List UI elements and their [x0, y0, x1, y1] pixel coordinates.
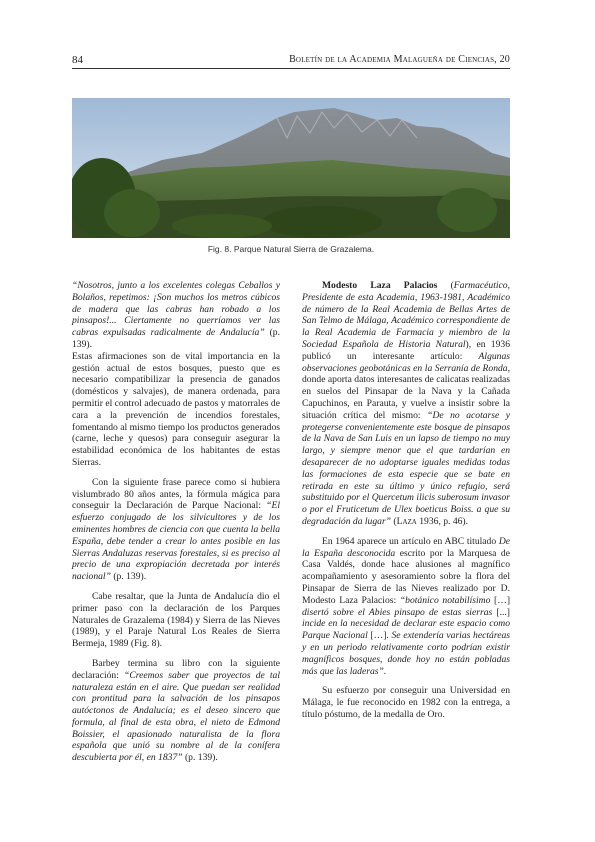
- paragraph: Barbey termina su libro con la siguiente declaración: “Creemos saber que proyectos de tal naturaleza están en el aire. Que puedan ser realidad con prontitud para la salvación de los pinsapos autóctonos de Andalucía; es el deseo sincero que formula, al final de esta obra, el nieto de Edmond Boissier, el apasionado naturalista de la flora española que unió su nombre al de la conífera descubierta por él, en 1837” (p. 139).: [72, 657, 280, 764]
- paragraph: Modesto Laza Palacios (Farmacéutico, Presidente de esta Academia, 1963-1981, Académico de número de la Real Academia de Bellas Artes de San Telmo de Málaga, Académico correspondiente de la Real Academia de Farmacia y miembro de la Sociedad Española de Historia Natural), en 1936 publicó un interesante artículo: Algunas observaciones geobotánicas en la Serranía de Ronda, donde aporta datos interesantes de calicatas realizadas en suelos del Pinsapar de la Nava y la Cañada Capuchinos, en Parauta, y vuelve a insistir sobre la situación crítica del mismo: “De no acotarse y protegerse convenientemente este bosque de pinsapos de la Nava de San Luis en un lapso de tiempo no muy largo, y siempre menor que el que tardarían en desaparecer de no adoptarse iguales medidas todas las formaciones de esta especie que se bate en retirada en este su último y único refugio, será substituido por el Quercetum ilicis suberosum invasor o por el Fruticetum de Ulex boeticus Boiss. a que su degradación da lugar” (Laza 1936, p. 46).: [302, 280, 511, 527]
- journal-title: Boletín de la Academia Malagueña de Ciencias, 20: [289, 54, 510, 65]
- paragraph: En 1964 aparece un artículo en ABC titulado De la España desconocida escrito por la Marquesa de Casa Valdés, donde hace alusiones al magnífico acompañamiento y asesoramiento sobre la flora del Pinsapar de Sierra de las Nieves realizado por D. Modesto Laza Palacios: “botánico notabilísimo […] disertó sobre el Abies pinsapo de estas sierras [...] incide en la necesidad de declarar este espacio como Parque Nacional […]. Se extendería varias hectáreas y en un periodo relativamente corto podrían existir magníficos bosques, donde hoy no están pobladas más que las laderas”.: [302, 535, 511, 677]
- paragraph: Con la siguiente frase parece como si hubiera vislumbrado 80 años antes, la fórmula mágica para conseguir la Declaración de Parque Nacional: “El esfuerzo conjugado de los silvicultores y de los eminentes hombres de ciencia con que cuenta la bella España, debe tender a crear lo antes posible en las Sierras Andaluzas reservas forestales, si es preciso al precio de una expropiación decretada por interés nacional” (p. 139).: [72, 476, 280, 583]
- person-name: Modesto Laza Palacios: [322, 280, 438, 291]
- quote-text: “De no acotarse y protegerse convenientemente este bosque de pinsapos de la Nava de San Luis en un lapso de tiempo no muy largo, y siempre menor que el que tardarían en desaparecer de no adoptarse iguales medidas todas las formaciones de esta especie que se bate en retirada en este su último y único refugio, será substituido por el Quercetum ilicis suberosum invasor o por el Fruticetum de Ulex boeticus Boiss. a que su degradación da lugar”: [302, 409, 511, 527]
- figure-photo: [72, 98, 510, 238]
- left-column: [72, 280, 280, 772]
- paragraph: Su esfuerzo por conseguir una Universidad en Málaga, le fue reconocido en 1982 con la entrega, a título póstumo, de la medalla de Oro.: [302, 685, 510, 720]
- figure-caption: Fig. 8. Parque Natural Sierra de Grazalema.: [207, 244, 375, 254]
- running-header: [72, 52, 510, 69]
- right-column: [302, 280, 510, 729]
- quote-text: “El esfuerzo conjugado de los silvicultores y de los eminentes hombres de ciencia con que cuenta la bella España, debe tender a crear lo antes posible en las Sierras Andaluzas reservas forestales, si es preciso al precio de una expropiación decretada por interés nacional”: [72, 500, 280, 583]
- mountain-landscape-image: [72, 98, 510, 238]
- paragraph: Cabe resaltar, que la Junta de Andalucía dio el primer paso con la declaración de los Parques Naturales de Grazalema (1984) y Sierra de las Nieves (1989), y el Paraje Natural Los Reales de Sierra Bermeja, 1989 (Fig. 8).: [72, 590, 280, 650]
- page-number: 84: [72, 54, 83, 66]
- paragraph: “Nosotros, junto a los excelentes colegas Ceballos y Bolaños, repetimos: ¡Son muchos los metros cúbicos de madera que las cabras han robado a los pinsapos!... Ciertamente no querríamos ver las cabras expulsadas radicalmente de Andalucía” (p. 139). Estas afirmaciones son de vital importancia en la gestión actual de estos bosques, puesto que es necesario compatibilizar la presencia de ganados (domésticos y salvajes), de manera ordenada, para permitir el control adecuado de pastos y matorrales de cara a la prevención de incendios forestales, fomentando al mismo tiempo los productos generados (carne, leche y quesos) para conseguir asegurar la estabilidad económica de los habitantes de estas Sierras.: [72, 280, 280, 468]
- quote-text: “Nosotros, junto a los excelentes colegas Ceballos y Bolaños, repetimos: ¡Son muchos los metros cúbicos de madera que las cabras han robado a los pinsapos!... Ciertamente no querríamos ver las cabras expulsadas radicalmente de Andalucía”: [72, 280, 280, 339]
- quote-text: “Creemos saber que proyectos de tal naturaleza están en el aire. Que puedan ser realidad con prontitud para la salvación de los pinsapos autóctonos de Andalucía; es el deseo sincero que formula, al final de esta obra, el nieto de Edmond Boissier, el apasionado naturalista de la flora española que unió su nombre al de la conífera descubierta por él, en 1837”: [72, 669, 280, 764]
